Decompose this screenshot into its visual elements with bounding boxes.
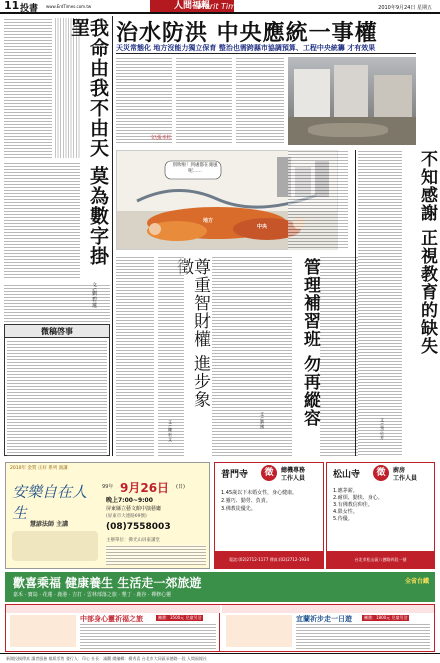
temple-ad-right[interactable] — [326, 462, 435, 569]
headline-body-col3 — [236, 57, 284, 145]
temple-ad-left-name: 普門寺 — [221, 470, 249, 480]
left-body-text-b — [4, 162, 80, 280]
headline: 治水防洪 中央應統一事權 — [116, 20, 378, 46]
travel-tables[interactable] — [5, 604, 435, 652]
temple-ad-right-item: 3.有佛教信仰佳。 — [333, 502, 373, 508]
page-footer: 新聞投稿傳真 讀者服務 報紙零售 發行人：印心 社長：滿觀 總編輯：楊秀喜 台北市大同區承德路一段 人間福報社 — [0, 653, 440, 663]
temple-ad-right-contact: 台北市松山區八德路四段一號 — [327, 551, 434, 568]
speaker-photo — [12, 531, 98, 561]
travel-banner-title: 歡喜乘福 健康養生 生活走一郊旅遊 — [13, 576, 202, 590]
lecture-phone: (08)7558003 — [106, 522, 171, 532]
newspaper-logo: 人間福報 — [150, 0, 234, 12]
travel-left-dates — [10, 615, 76, 647]
temple-ad-right-item: 4.限女性。 — [333, 509, 358, 515]
center-body-mid — [212, 256, 292, 456]
temple-ad-right-role1: 廚房 — [393, 467, 406, 474]
cram-body — [320, 256, 358, 456]
travel-banner[interactable] — [5, 572, 435, 602]
headline-body-col4 — [288, 150, 348, 250]
submission-notice-box — [4, 324, 110, 456]
temple-ad-right-badge: 徵 — [373, 465, 389, 481]
headline-rule — [116, 53, 416, 54]
temple-ad-left[interactable] — [214, 462, 324, 569]
travel-table-right — [222, 605, 434, 651]
section-name: 投書 — [20, 4, 39, 14]
submission-notice-body — [7, 340, 107, 456]
center-body-left — [116, 256, 154, 456]
lecture-ad-fineprint — [106, 545, 206, 565]
lecture-speaker: 慧諺法師 主講 — [30, 521, 69, 528]
lecture-ad[interactable] — [5, 462, 210, 569]
article-title-cram: 管理補習班 勿再縱容 — [300, 258, 320, 427]
column-divider — [112, 16, 113, 456]
temple-ad-right-item: 2.耐煩、勤快、身心。 — [333, 495, 383, 501]
travel-left-price: 團費：3500元 兒童另洽 — [158, 615, 202, 620]
flood-photo — [288, 57, 416, 145]
temple-ad-left-item: 3.佛教徒優先。 — [221, 506, 256, 512]
lecture-date-prefix: 99年 — [102, 484, 114, 490]
logo-en: Merit Times — [198, 2, 246, 11]
lecture-date: 9月26日 — [120, 481, 170, 495]
lecture-weekday: (日) — [176, 484, 185, 490]
column-divider — [355, 150, 356, 456]
travel-right-title: 宜蘭祈步走一日遊 — [296, 615, 352, 623]
lecture-series-header: 2010年 金質 正好 系列 演講 — [10, 466, 68, 471]
temple-ad-right-name: 松山寺 — [333, 470, 361, 480]
travel-banner-subtitle: 嘉禾 · 寶島 · 花蓮 · 鹿港 · 吉打 · 雲林部落之旅 · 墾丁 · 鹿谷 · 禪修心靈 — [13, 592, 172, 598]
travel-left-itinerary — [80, 623, 216, 649]
issue-date: 2010年9月24日 星期五 — [378, 5, 432, 11]
temple-ad-left-role2: 工作人員 — [281, 475, 306, 482]
temple-ad-right-role2: 工作人員 — [393, 475, 418, 482]
lecture-time: 晚上7:00~9:00 — [106, 497, 153, 504]
left-body-text-a — [4, 18, 52, 158]
temple-ad-left-badge: 徵 — [261, 465, 277, 481]
subheadline: 天災常態化 地方沒能力獨立保育 整治也需跨縣市協調預算、工程中央統籌 才有效果 — [116, 44, 376, 52]
travel-right-dates — [226, 615, 292, 647]
cartoon-speech-bubble: 別吹啦！到處都在淹風呢…… — [172, 163, 218, 174]
temple-ad-left-item: 2.靈巧、勤勞、負責。 — [221, 498, 271, 504]
lecture-title: 安樂自在人生 — [12, 483, 88, 522]
left-column-byline: 文\劉碧蓮 — [91, 282, 97, 309]
article-title-ip: 尊重智財權 進步象 — [190, 258, 210, 409]
right-column-title: 不知感謝 正視教育的缺失 — [417, 150, 437, 355]
masthead-url[interactable]: www.ErdTimes.com.tw — [46, 4, 92, 9]
travel-right-price: 團費：1800元 兒童另洽 — [364, 615, 408, 620]
temple-ad-right-item: 5.待優。 — [333, 516, 353, 522]
travel-left-title: 中部身心靈祈福之旅 — [80, 615, 143, 623]
cartoon-label-central: 中央 — [257, 224, 268, 230]
headline-byline: 文\張本松 — [150, 135, 172, 141]
right-body-text — [358, 150, 402, 456]
travel-table-left — [6, 605, 220, 651]
travel-right-itinerary — [296, 623, 430, 649]
travel-banner-right: 全省台鐵 — [404, 578, 429, 585]
lecture-venue-note: (屏東市大連路69號) — [106, 514, 147, 519]
cram-byline: 文\劉國 — [260, 412, 265, 430]
submission-notice-title: 微稿啓事 — [5, 325, 109, 338]
temple-ad-left-contact: 電話:(02)2712-1177 傳真:(02)2712-1934 — [215, 551, 323, 568]
right-column-byline: 文\張正芳 — [380, 418, 385, 441]
ip-byline: 文\陳宏文 — [168, 420, 173, 443]
lecture-venue: 屏東縣立藝文館中演藝廳 — [106, 506, 162, 512]
headline-body-col1 — [116, 57, 172, 145]
left-column-title: 我命由我不由天 莫為數字掛罣 — [68, 18, 109, 266]
lecture-organizer: 主辦單位：佛光山屏東講堂 — [106, 538, 160, 543]
temple-ad-right-item: 1.應茅薪。 — [333, 488, 358, 494]
masthead — [0, 0, 440, 14]
temple-ad-left-item: 1.45歲以下未婚女性，身心健康。 — [221, 490, 298, 496]
headline-body-col2 — [176, 57, 232, 145]
temple-ad-left-role1: 總機專務 — [281, 467, 306, 474]
page-number: 11 — [4, 0, 20, 12]
left-vertical-text — [54, 18, 81, 158]
cartoon-label-local: 地方 — [203, 218, 214, 224]
